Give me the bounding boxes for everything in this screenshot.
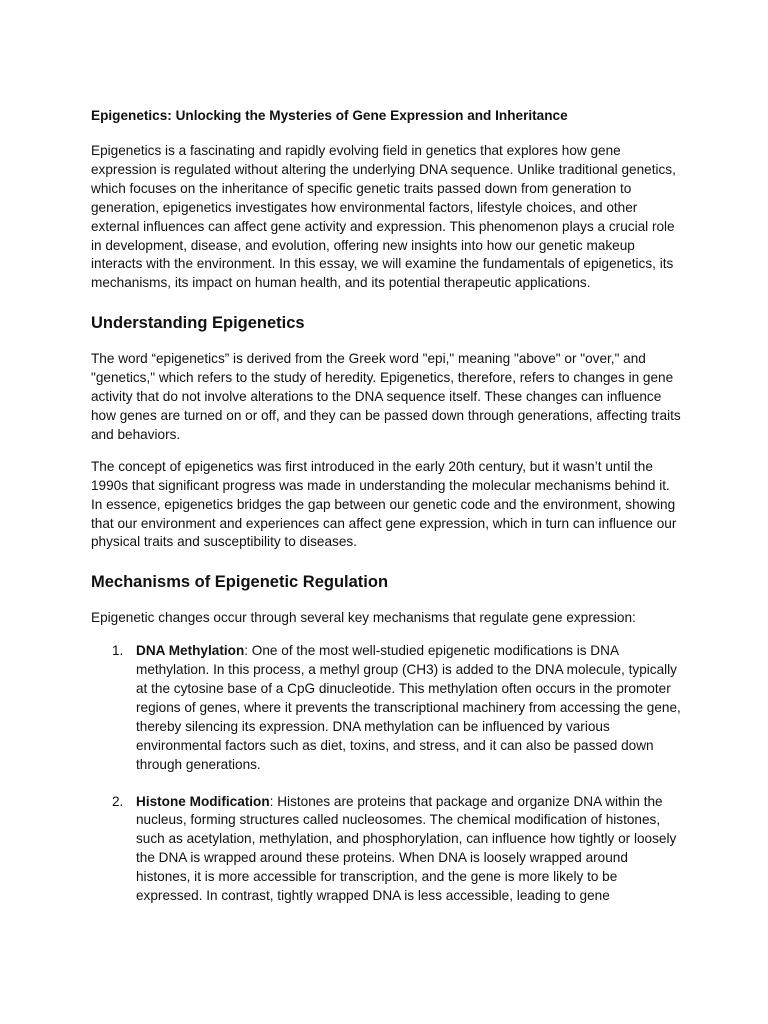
document-title: Epigenetics: Unlocking the Mysteries of Gene Expression and Inheritance (91, 108, 568, 123)
document-body (91, 107, 681, 906)
paragraph: The concept of epigenetics was first introduced in the early 20th century, but it wasn’t until the 1990s that significant progress was made in understanding the molecular mechanisms behind it. In essence, epigenetics bridges the gap between our genetic code and the environment, showing that our environment and experiences can affect gene expression, which in turn can influence our physical traits and susceptibility to diseases. (91, 458, 677, 550)
list-item-term: Histone Modification (136, 793, 270, 809)
mechanisms-list (91, 642, 681, 906)
list-item (91, 642, 681, 774)
intro-paragraph: Epigenetics is a fascinating and rapidly evolving field in genetics that explores how gene expression is regulated without altering the underlying DNA sequence. Unlike traditional genetics, which focuses on the inheritance of specific genetic traits passed down from generation to generation, epigenetics investigates how environmental factors, lifestyle choices, and other external influences can affect gene activity and expression. This phenomenon plays a crucial role in development, disease, and evolution, offering new insights into how our genetic makeup interacts with the environment. In this essay, we will examine the fundamentals of epigenetics, its mechanisms, its impact on human health, and its potential therapeutic applications. (91, 143, 676, 291)
paragraph: The word “epigenetics” is derived from the Greek word "epi," meaning "above" or "over," and "genetics," which refers to the study of heredity. Epigenetics, therefore, refers to changes in gene activity that do not involve alterations to the DNA sequence itself. These changes can influence how genes are turned on or off, and they can be passed down through generations, affecting traits and behaviors. (91, 351, 681, 442)
list-item-number: 2. (112, 793, 124, 809)
list-item-text: : Histones are proteins that package and organize DNA within the nucleus, forming structures called nucleosomes. The chemical modification of histones, such as acetylation, methylation, and phosphorylation, can influence how tightly or loosely the DNA is wrapped around these proteins. When DNA is loosely wrapped around histones, it is more accessible for transcription, and the gene is more likely to be expressed. In contrast, tightly wrapped DNA is less accessible, leading to gene (136, 793, 677, 904)
list-item (91, 793, 681, 906)
section-heading-mechanisms: Mechanisms of Epigenetic Regulation (91, 573, 389, 592)
section-heading-understanding: Understanding Epigenetics (91, 314, 305, 333)
list-item-text: : One of the most well-studied epigenetic modifications is DNA methylation. In this process, a methyl group (CH3) is added to the DNA molecule, typically at the cytosine base of a CpG dinucleotide. This methylation often occurs in the promoter regions of genes, where it prevents the transcriptional machinery from accessing the gene, thereby silencing its expression. DNA methylation can be influenced by various environmental factors such as diet, toxins, and stress, and it can also be passed down through generations. (136, 643, 681, 772)
list-item-term: DNA Methylation (136, 643, 245, 659)
list-item-number: 1. (112, 643, 124, 659)
section-lead-paragraph: Epigenetic changes occur through several key mechanisms that regulate gene expression: (91, 610, 636, 626)
